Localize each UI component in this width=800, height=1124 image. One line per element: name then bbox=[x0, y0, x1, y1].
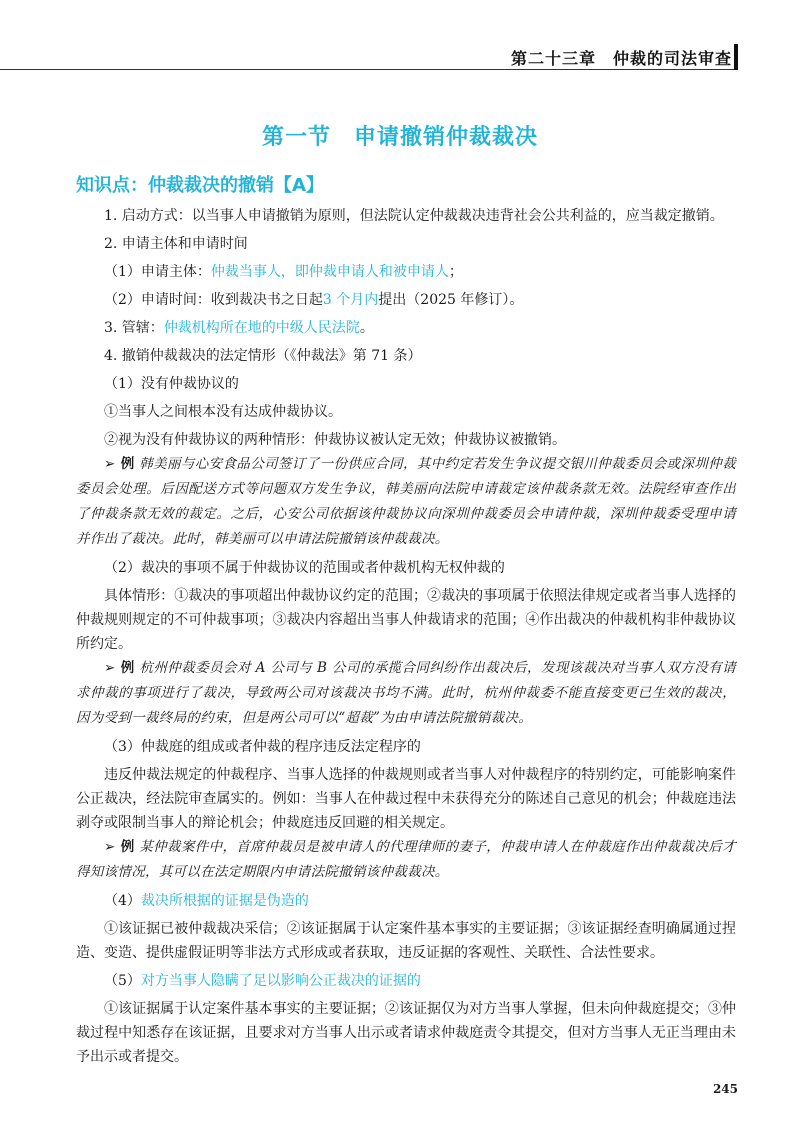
page-number: 245 bbox=[712, 1082, 738, 1096]
subheading-concealed-evidence: （5）对方当事人隐瞒了足以影响公正裁决的证据的 bbox=[104, 973, 421, 989]
section-title: 第一节 申请撤销仲裁裁决 bbox=[261, 124, 538, 150]
highlight-jurisdiction: 仲裁机构所在地的中级人民法院 bbox=[163, 320, 360, 336]
header-rule bbox=[0, 69, 738, 70]
subheading-procedure: （3）仲裁庭的组成或者仲裁的程序违反法定程序的 bbox=[104, 739, 421, 755]
subheading-out-of-scope: （2）裁决的事项不属于仲裁协议的范围或者仲裁机构无权仲裁的 bbox=[104, 560, 505, 576]
subheading-no-agreement: （1）没有仲裁协议的 bbox=[104, 376, 239, 392]
knowledge-point-title: 知识点：仲裁裁决的撤销【A】 bbox=[76, 175, 324, 196]
example-label: ➢ 例 bbox=[104, 660, 135, 676]
paragraph-concealed-evidence: ①该证据属于认定案件基本事实的主要证据；②该证据仅为对方当事人掌握，但未向仲裁庭提交；③仲裁过程中知悉存在该证据，且要求对方当事人出示或者请求仲裁庭责令其提交，但对方当事人无正当理由未予出示或者提交。 bbox=[76, 1001, 736, 1065]
example-label: ➢ 例 bbox=[104, 456, 135, 472]
item-no-agreement-2: ②视为没有仲裁协议的两种情形：仲裁协议被认定无效；仲裁协议被撤销。 bbox=[104, 432, 566, 448]
paragraph-procedure: 违反仲裁法规定的仲裁程序、当事人选择的仲裁规则或者当事人对仲裁程序的特别约定，可能影响案件公正裁决，经法院审查属实的。例如：当事人在仲裁过程中未获得充分的陈述自己意见的机会；仲裁庭违法剥夺或限制当事人的辩论机会；仲裁庭违反回避的相关规定。 bbox=[76, 767, 736, 831]
paragraph-start-method: 1. 启动方式：以当事人申请撤销为原则，但法院认定仲裁裁决违背社会公共利益的，应当裁定撤销。 bbox=[104, 208, 724, 224]
main-content bbox=[76, 204, 736, 1069]
item-no-agreement-1: ①当事人之间根本没有达成仲裁协议。 bbox=[104, 404, 342, 420]
example-1: ➢ 例 韩美丽与心安食品公司签订了一份供应合同，其中约定若发生争议提交银川仲裁委员会或深圳仲裁委员会处理。后因配送方式等问题双方发生争议，韩美丽向法院申请裁定该仲裁条款无效。法院经审查作出了仲裁条款无效的裁定。之后，心安公司依据该仲裁协议向深圳仲裁委员会申请仲裁，深圳仲裁委受理申请并作出了裁决。此时，韩美丽可以申请法院撤销该仲裁裁决。 bbox=[76, 456, 736, 547]
subheading-forged-evidence: （4）裁决所根据的证据是伪造的 bbox=[104, 893, 309, 909]
heading-legal-situations: 4. 撤销仲裁裁决的法定情形（《仲裁法》第 71 条） bbox=[104, 348, 422, 364]
example-2: ➢ 例 杭州仲裁委员会对 A 公司与 B 公司的承揽合同纠纷作出裁决后，发现该裁决对当事人双方没有请求仲裁的事项进行了裁决，导致两公司对该裁决书均不满。此时，杭州仲裁委不能直接变更已生效的裁决，因为受到一裁终局的约束，但是两公司可以“超裁”为由申请法院撤销裁决。 bbox=[76, 660, 736, 726]
item-subject: （1）申请主体：仲裁当事人，即仲裁申请人和被申请人； bbox=[104, 264, 463, 280]
highlight-forged-evidence: 裁决所根据的证据是伪造的 bbox=[140, 893, 309, 909]
heading-subject-time: 2. 申请主体和申请时间 bbox=[104, 236, 248, 252]
chapter-title: 第二十三章 仲裁的司法审查 bbox=[510, 49, 732, 68]
highlight-subject: 仲裁当事人，即仲裁申请人和被申请人 bbox=[210, 264, 449, 280]
running-header bbox=[0, 0, 800, 72]
paragraph-forged-evidence: ①该证据已被仲裁裁决采信；②该证据属于认定案件基本事实的主要证据；③该证据经查明确属通过捏造、变造、提供虚假证明等非法方式形成或者获取，违反证据的客观性、关联性、合法性要求。 bbox=[76, 921, 736, 961]
paragraph-out-of-scope: 具体情形：①裁决的事项超出仲裁协议约定的范围；②裁决的事项属于依照法律规定或者当事人选择的仲裁规则规定的不可仲裁事项；③裁决内容超出当事人仲裁请求的范围；④作出裁决的仲裁机构非仲裁协议所约定。 bbox=[76, 588, 736, 652]
highlight-time: 3 个月内 bbox=[322, 292, 379, 308]
item-jurisdiction: 3. 管辖：仲裁机构所在地的中级人民法院。 bbox=[104, 320, 374, 336]
example-label: ➢ 例 bbox=[104, 839, 135, 855]
item-time: （2）申请时间：收到裁决书之日起3 个月内提出（2025 年修订）。 bbox=[104, 292, 524, 308]
highlight-concealed-evidence: 对方当事人隐瞒了足以影响公正裁决的证据的 bbox=[140, 973, 421, 989]
example-3: ➢ 例 某仲裁案件中，首席仲裁员是被申请人的代理律师的妻子，仲裁申请人在仲裁庭作出仲裁裁决后才得知该情况，其可以在法定期限内申请法院撤销该仲裁裁决。 bbox=[76, 839, 736, 880]
header-bar bbox=[734, 44, 738, 70]
